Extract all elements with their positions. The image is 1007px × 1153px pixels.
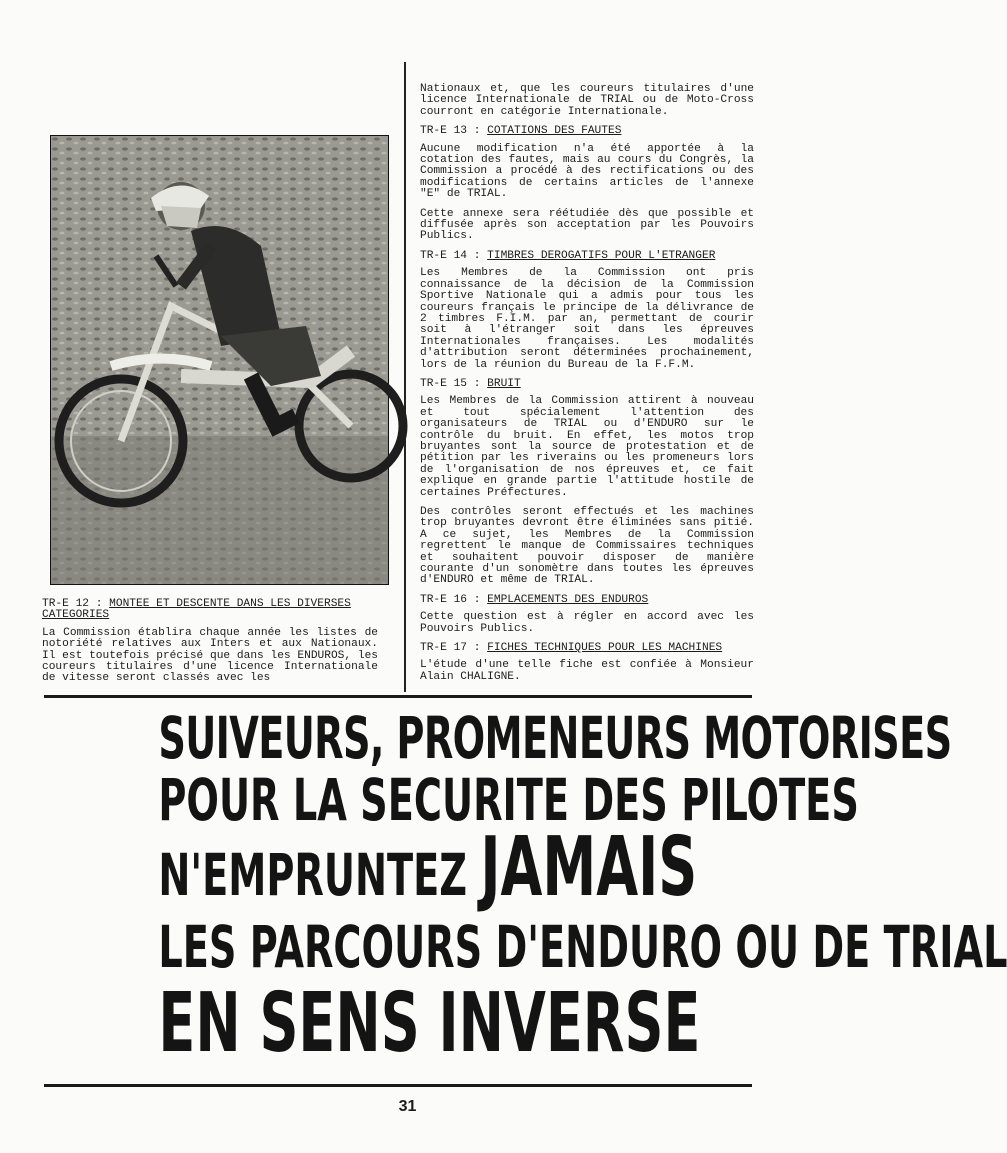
section-title: EMPLACEMENTS DES ENDUROS [487,593,649,606]
paragraph: Nationaux et, que les coureurs titulaires d'une licence Internationale de TRIAL ou de Moto-Cross courront en catégorie Internationale. [420,83,754,118]
section-heading-tr-e-16 [420,595,754,606]
paragraph: Les Membres de la Commission attirent à nouveau et tout spécialement l'attention des organisateurs de TRIAL ou d'ENDURO sur le contrôle du bruit. En effet, les motos trop bruyantes sont la source de protestation et de pétition par les riverains ou les promeneurs lors de l'organisation de nos épreuves et, ce fait explique en grande partie l'attitude hostile de certaines Préfectures. [420,395,754,499]
section-title: FICHES TECHNIQUES POUR LES MACHINES [487,642,723,655]
section-title: TIMBRES DEROGATIFS POUR L'ETRANGER [487,249,716,262]
paragraph: Cette annexe sera réétudiée dès que possible et diffusée après son acceptation par les Pouvoirs Publics. [420,207,754,243]
paragraph: L'étude d'une telle fiche est confiée à Monsieur Alain CHALIGNE. [420,659,754,683]
right-text-column [420,84,754,691]
paragraph: Aucune modification n'a été apportée à la cotation des fautes, mais au cours du Congrès, la Commission a procédé à des rectifications ou des modifications de certains articles de l'annexe "E" de TRIAL. [420,142,754,201]
section-code: TR-E 13 : [420,125,488,138]
section-code: TR-E 16 : [420,593,488,606]
top-rule [44,695,752,698]
banner-line-4: LES PARCOURS D'ENDURO OU DE TRIAL [158,913,1007,981]
paragraph: Des contrôles seront effectués et les machines trop bruyantes devront être éliminées sans pitié. A ce sujet, les Membres de la Commission regrettent le manque de Commissaires techniques et souhaitent pouvoir disposer de manière courante d'un sonomètre dans toutes les épreuves d'ENDURO et même de TRIAL. [420,506,754,587]
banner-line-3-prefix: N'EMPRUNTEZ [158,841,481,909]
section-code: TR-E 17 : [420,642,488,655]
section-heading-tr-e-12 [42,599,378,622]
section-title: BRUIT [487,377,521,390]
page-number: 31 [398,1098,417,1115]
section-title: COTATIONS DES FAUTES [487,125,622,138]
banner-line-3 [158,820,698,915]
paragraph: Cette question est à régler en accord avec les Pouvoirs Publics. [420,611,754,635]
banner-line-5: EN SENS INVERSE [158,976,701,1071]
paragraph: Les Membres de la Commission ont pris connaissance de la décision de la Commission Sportive Nationale qui a admis pour tous les coureurs français le principe de la délivrance de 2 timbres F.I.M. par an, permettant de courir soit à l'étranger soit dans les épreuves Internationales françaises. Les modalités d'attribution seront déterminées prochainement, lors de la réunion du Bureau de la F.F.M. [420,267,754,371]
section-heading-tr-e-17 [420,643,754,654]
section-code: TR-E 14 : [420,249,488,262]
section-code: TR-E 15 : [420,377,488,390]
warning-banner [30,704,1007,1071]
paragraph: La Commission établira chaque année les listes de notoriété relatives aux Inters et aux Nationaux. Il est toutefois précisé que dans les ENDUROS, les coureurs titulaires d'une licence Internationale de vitesse seront classés avec les [42,626,378,685]
bottom-rule [44,1084,752,1087]
banner-line-1: SUIVEURS, PROMENEURS MOTORISES [158,704,952,772]
banner-emphasis-word: JAMAIS [480,820,698,915]
banner-line-2: POUR LA SECURITE DES PILOTES [158,766,859,834]
section-heading-tr-e-13 [420,126,754,137]
section-heading-tr-e-15 [420,379,754,390]
section-title: MONTEE ET DESCENTE DANS LES DIVERSES CATEGORIES [42,598,351,622]
left-text-column [42,599,378,693]
motocross-rider-photo [50,135,389,585]
section-heading-tr-e-14 [420,251,754,262]
column-divider [404,62,406,692]
section-code: TR-E 12 : [42,598,110,610]
